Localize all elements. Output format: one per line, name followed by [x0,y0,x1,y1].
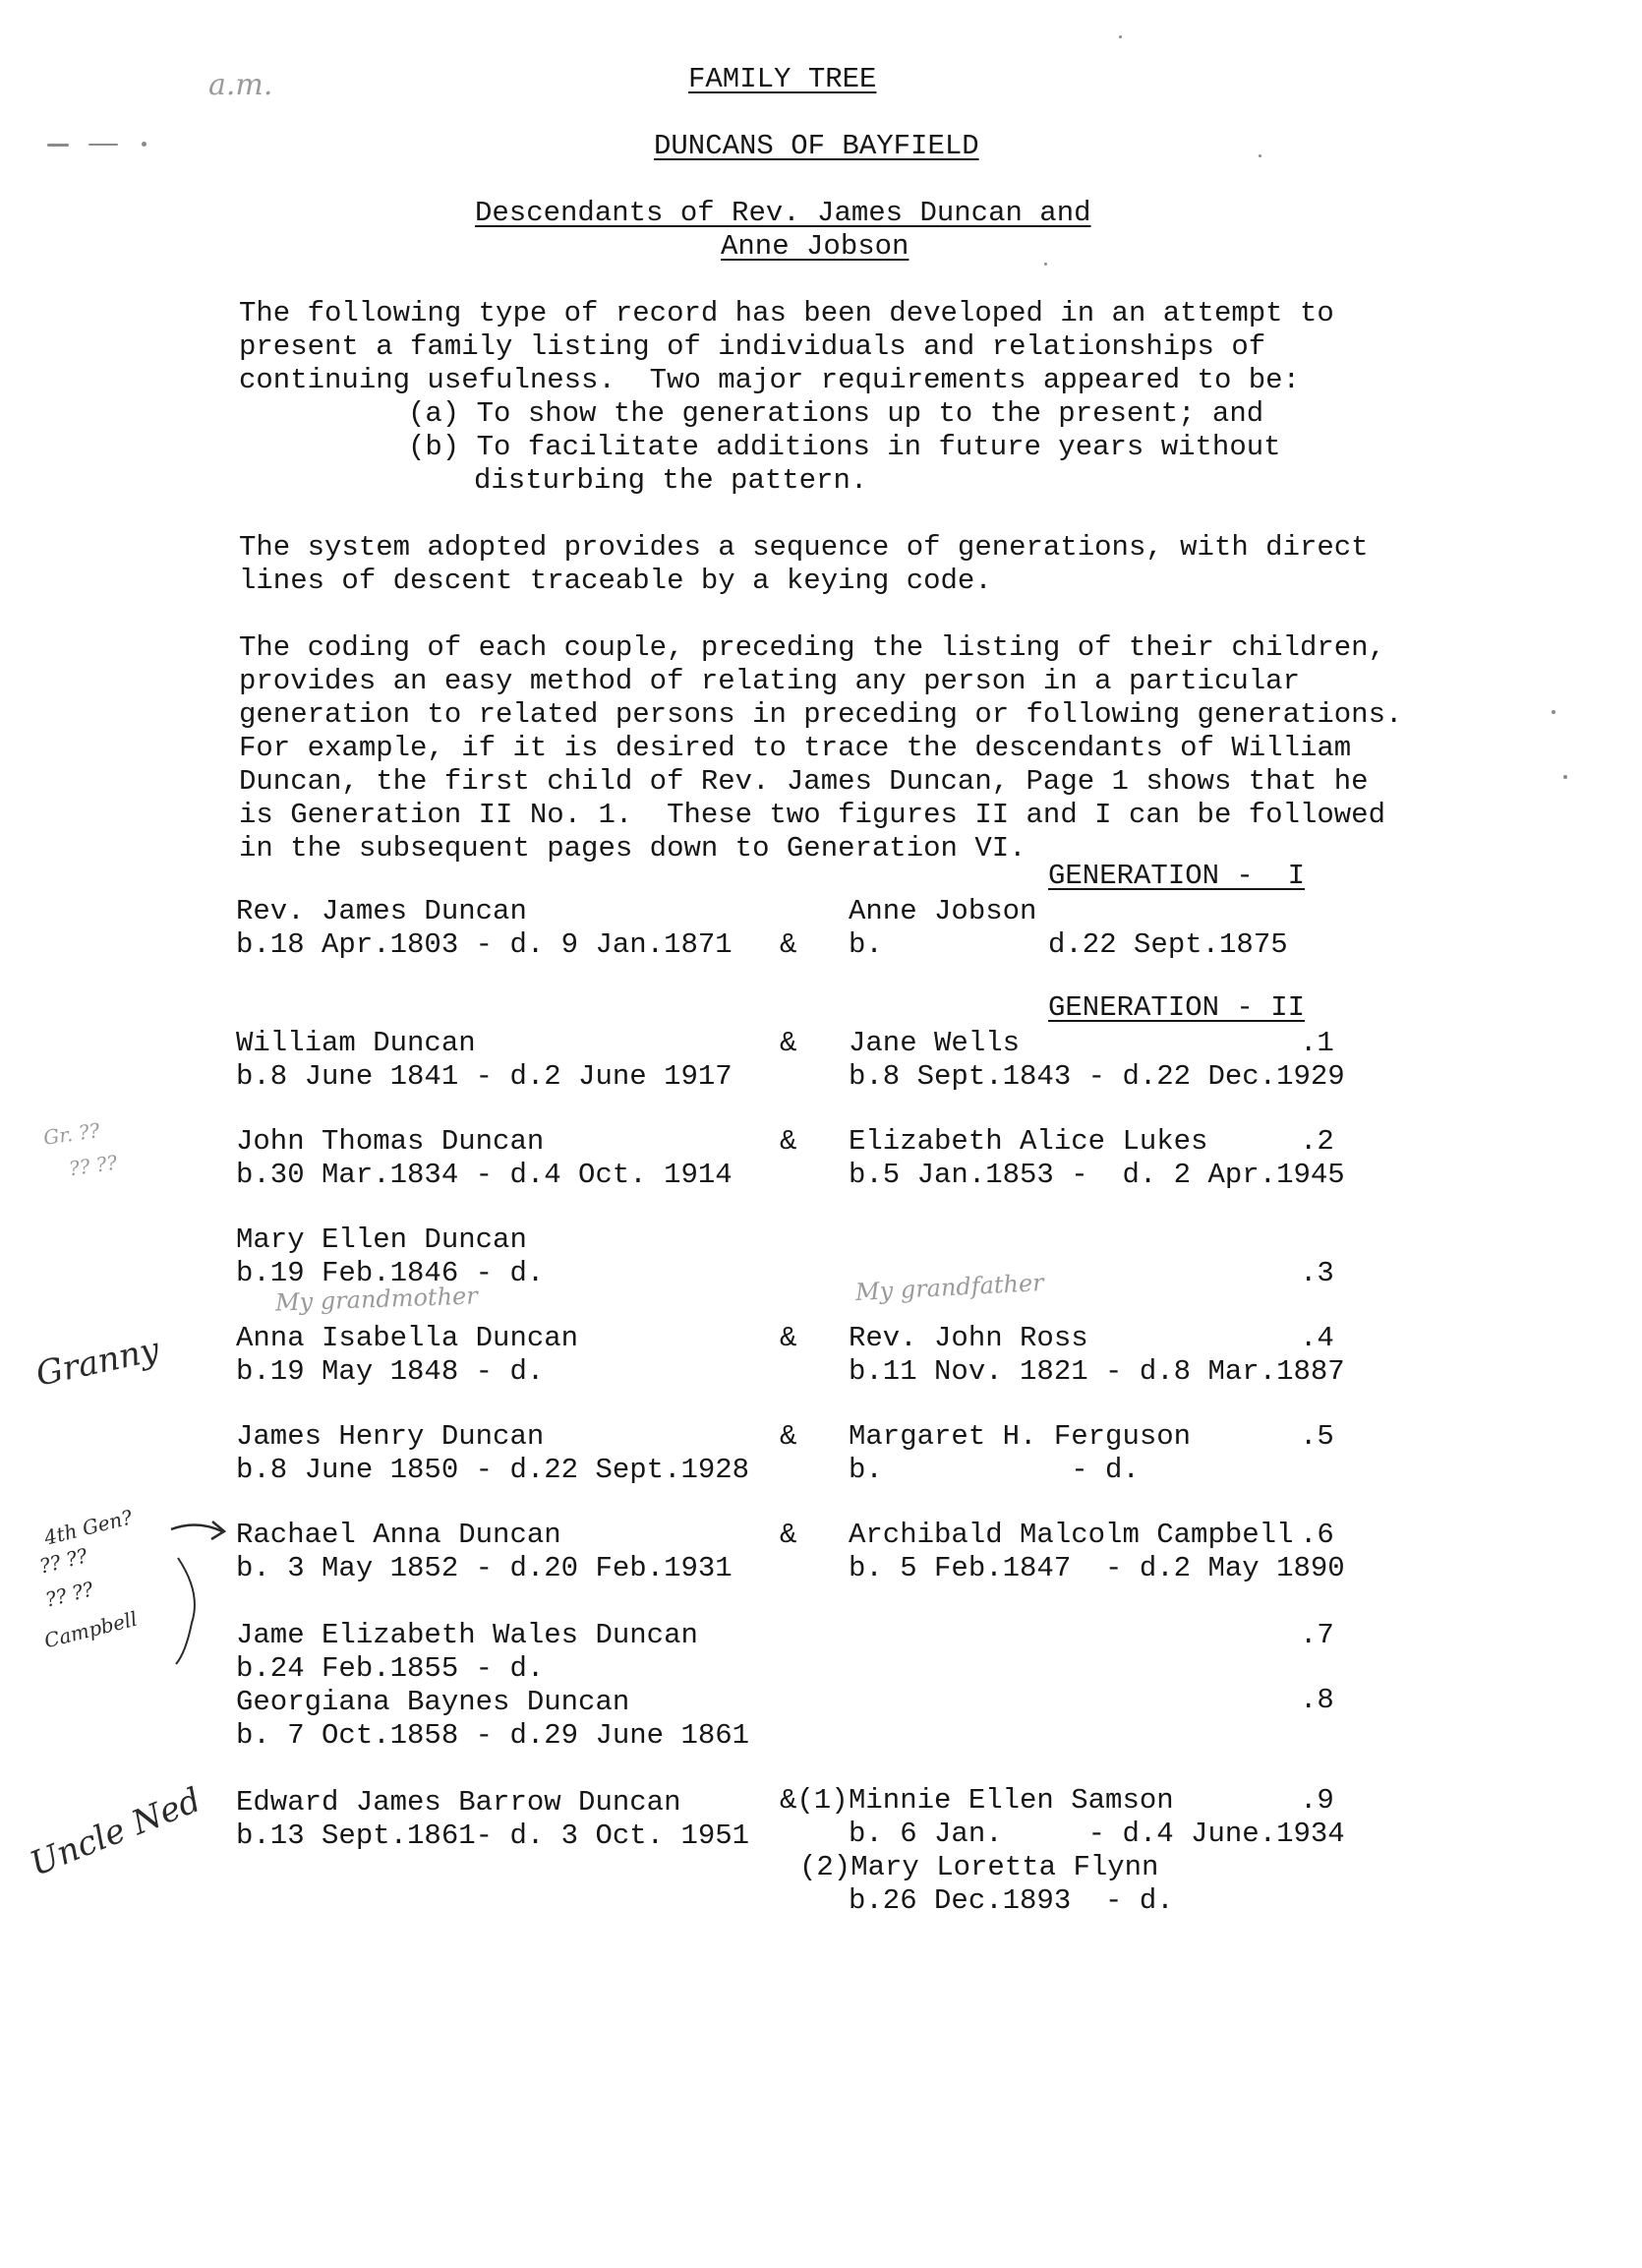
gen2-entry-8-dates: b. 7 Oct.1858 - d.29 June 1861 [236,1719,750,1752]
scan-speck [1044,263,1047,266]
gen2-entry-6-dates: b. 3 May 1852 - d.20 Feb.1931 [236,1552,733,1584]
gen2-entry-6-code: .6 [1300,1519,1334,1551]
handwritten-my-grandmother: My grandmother [274,1282,479,1317]
gen2-entry-5-spouse-name: Margaret H. Ferguson [849,1420,1192,1453]
gen1-ampersand: & [780,928,797,961]
handwritten-my-grandfather: My grandfather [854,1269,1045,1306]
gen2-entry-7-code: .7 [1300,1619,1334,1651]
intro-p2-line-2: lines of descent traceable by a keying code. [239,565,992,597]
gen1-right-name: Anne Jobson [849,895,1037,927]
handwritten-top-left-note: a.m. [208,68,273,102]
gen2-entry-1-dates: b.8 June 1841 - d.2 June 1917 [236,1060,733,1093]
handwritten-rachael-note-line-2: ?? ?? [36,1543,90,1579]
gen2-entry-3-dates: b.19 Feb.1846 - d. [236,1257,545,1289]
intro-p3-line-6: is Generation II No. 1. These two figures II and I can be followed [239,799,1385,831]
intro-p1-line-3: continuing usefulness. Two major requirements appeared to be: [239,364,1300,396]
description-line-1: Descendants of Rev. James Duncan and [475,197,1091,229]
gen2-entry-2-spouse-name: Elizabeth Alice Lukes [849,1125,1208,1158]
intro-p3-line-4: For example, if it is desired to trace the descendants of William [239,732,1352,764]
gen1-left-dates: b.18 Apr.1803 - d. 9 Jan.1871 [236,928,733,961]
description-line-2: Anne Jobson [721,230,909,263]
gen2-entry-3-code: .3 [1300,1257,1334,1289]
intro-p2-line-1: The system adopted provides a sequence of generations, with direct [239,531,1369,564]
handwritten-margin-note-line-1: Gr. ?? [41,1118,101,1150]
gen1-right-born: b. [849,928,883,961]
gen2-entry-1-spouse-dates: b.8 Sept.1843 - d.22 Dec.1929 [849,1060,1345,1093]
gen2-entry-4-ampersand: & [780,1322,797,1354]
gen2-entry-9-spouse-2-dates: b.26 Dec.1893 - d. [849,1884,1174,1917]
gen2-entry-5-code: .5 [1300,1420,1334,1453]
intro-p3-line-7: in the subsequent pages down to Generation VI. [239,832,1026,865]
gen2-entry-4-code: .4 [1300,1322,1334,1354]
gen2-entry-2-name: John Thomas Duncan [236,1125,545,1158]
intro-p3-line-5: Duncan, the first child of Rev. James Duncan, Page 1 shows that he [239,765,1369,798]
gen2-entry-9-name: Edward James Barrow Duncan [236,1786,681,1819]
gen2-entry-5-dates: b.8 June 1850 - d.22 Sept.1928 [236,1454,750,1486]
requirement-b-cont: disturbing the pattern. [474,464,868,497]
gen2-entry-2-spouse-dates: b.5 Jan.1853 - d. 2 Apr.1945 [849,1159,1345,1191]
page-title: FAMILY TREE [688,63,877,95]
gen2-entry-4-spouse-dates: b.11 Nov. 1821 - d.8 Mar.1887 [849,1355,1345,1388]
handwritten-rachael-note-line-4: Campbell [41,1606,140,1653]
scan-speck [47,144,69,147]
page-subtitle: DUNCANS OF BAYFIELD [654,130,979,162]
requirement-b: (b) To facilitate additions in future years without [408,431,1281,463]
gen2-entry-2-ampersand: & [780,1125,797,1158]
scan-speck [88,144,118,146]
gen2-entry-9-dates: b.13 Sept.1861- d. 3 Oct. 1951 [236,1820,750,1852]
gen2-entry-4-spouse-name: Rev. John Ross [849,1322,1088,1354]
intro-p1-line-2: present a family listing of individuals and relationships of [239,330,1266,363]
gen2-entry-7-name: Jame Elizabeth Wales Duncan [236,1619,698,1651]
gen2-entry-5-ampersand: & [780,1420,797,1453]
handwritten-uncle-ned: Uncle Ned [25,1780,206,1884]
handwritten-arrow-icon [167,1510,236,1549]
gen2-entry-9-code: .9 [1300,1784,1334,1817]
intro-p3-line-3: generation to related persons in preceding or following generations. [239,698,1403,731]
gen2-entry-7-dates: b.24 Feb.1855 - d. [236,1652,545,1685]
gen2-entry-4-dates: b.19 May 1848 - d. [236,1355,545,1388]
generation-1-heading: GENERATION - I [1048,860,1306,892]
scan-speck [1119,35,1122,38]
handwritten-bracket-icon [172,1554,211,1672]
gen2-entry-9-spouse-1-dates: b. 6 Jan. - d.4 June.1934 [849,1818,1345,1850]
scan-speck [142,142,147,147]
gen2-entry-3-name: Mary Ellen Duncan [236,1224,527,1256]
gen2-entry-6-spouse-dates: b. 5 Feb.1847 - d.2 May 1890 [849,1552,1345,1584]
scan-speck [1259,154,1261,157]
gen2-entry-9-ampersand: &(1) [780,1784,849,1817]
handwritten-rachael-note-line-3: ?? ?? [42,1577,96,1612]
gen2-entry-1-ampersand: & [780,1027,797,1059]
gen2-entry-4-name: Anna Isabella Duncan [236,1322,579,1354]
gen2-entry-8-name: Georgiana Baynes Duncan [236,1686,630,1718]
gen2-entry-6-ampersand: & [780,1519,797,1551]
intro-p3-line-2: provides an easy method of relating any person in a particular [239,665,1300,697]
gen2-entry-6-spouse-name: Archibald Malcolm Campbell [849,1519,1294,1551]
handwritten-margin-note-line-2: ?? ?? [67,1150,119,1181]
gen1-left-name: Rev. James Duncan [236,895,527,927]
gen2-entry-1-code: .1 [1300,1027,1334,1059]
gen2-entry-5-spouse-dates: b. - d. [849,1454,1140,1486]
gen1-right-died: d.22 Sept.1875 [1048,928,1288,961]
gen2-entry-5-name: James Henry Duncan [236,1420,545,1453]
gen2-entry-9-spouse-1-name: Minnie Ellen Samson [849,1784,1174,1817]
gen2-entry-1-spouse-name: Jane Wells [849,1027,1021,1059]
scan-speck [1552,710,1555,714]
gen2-entry-6-name: Rachael Anna Duncan [236,1519,561,1551]
gen2-entry-9-spouse-2-name: (2)Mary Loretta Flynn [799,1851,1159,1883]
gen2-entry-8-code: .8 [1300,1684,1334,1716]
gen2-entry-2-dates: b.30 Mar.1834 - d.4 Oct. 1914 [236,1159,733,1191]
intro-p3-line-1: The coding of each couple, preceding the listing of their children, [239,631,1385,664]
handwritten-rachael-note-line-1: 4th Gen? [41,1505,135,1550]
gen2-entry-2-code: .2 [1300,1125,1334,1158]
intro-p1-line-1: The following type of record has been developed in an attempt to [239,297,1334,329]
generation-2-heading: GENERATION - II [1048,991,1306,1024]
gen2-entry-1-name: William Duncan [236,1027,476,1059]
requirement-a: (a) To show the generations up to the present; and [408,397,1264,430]
handwritten-granny: Granny [32,1330,163,1395]
scan-speck [1563,775,1567,779]
